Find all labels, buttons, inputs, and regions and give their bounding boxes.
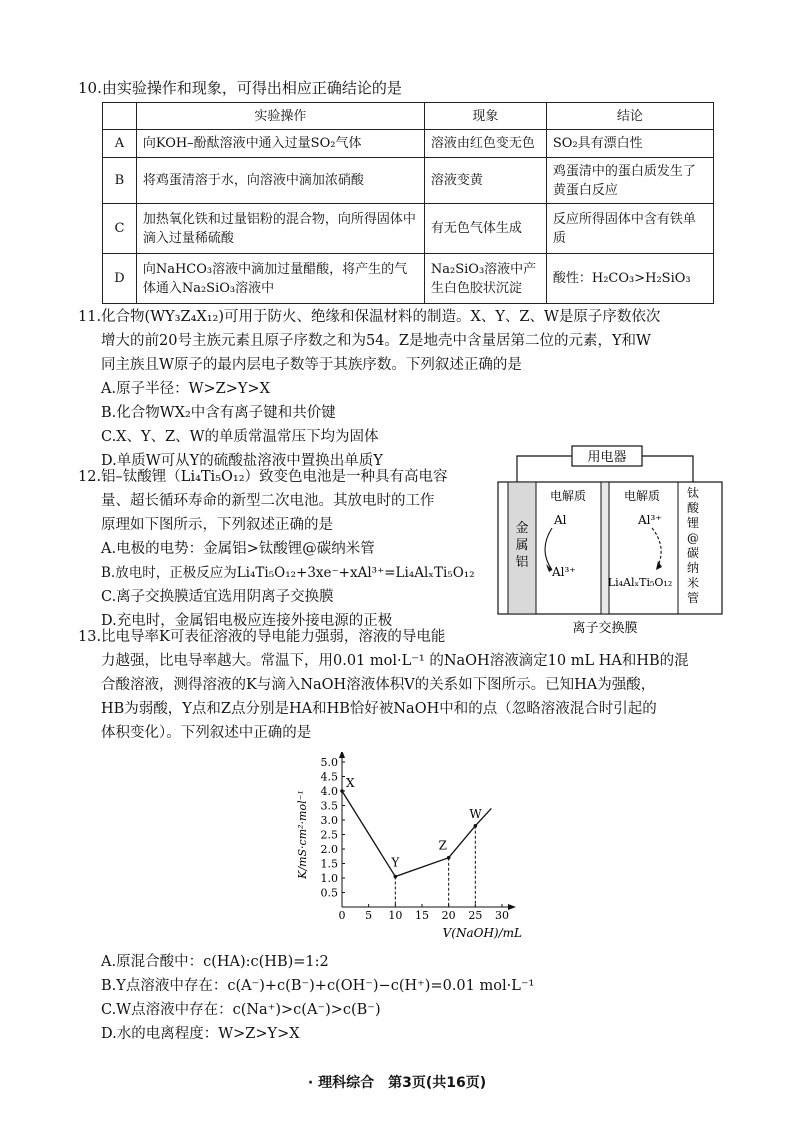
x-axis-arrow (508, 904, 516, 910)
q11-stem-line: 同主族且W原子的最内层电子数等于其族序数。下列叙述正确的是 (101, 357, 522, 373)
point-dot (447, 856, 451, 860)
electrode-char: 酸 (686, 501, 700, 515)
q13-stem-line: 合酸溶液，测得溶液的K与滴入NaOH溶液体积V的关系如下图所示。已知HA为强酸， (101, 677, 656, 693)
table-row (103, 158, 714, 204)
point-dot (340, 789, 344, 793)
y-tick-label: 3.0 (320, 814, 338, 827)
electrode-char: @ (687, 531, 699, 545)
q11-stem-line: 11.化合物(WY₃Z₄X₁₂)可用于防火、绝缘和保温材料的制造。X、Y、Z、W是原子序数依次 (78, 309, 661, 325)
x-tick-label: 20 (441, 909, 456, 922)
table-row (103, 204, 714, 254)
chart-series (342, 791, 491, 877)
row-label: A (103, 130, 137, 158)
row-conclusion: 鸡蛋清中的蛋白质发生了黄蛋白反应 (546, 158, 713, 204)
q12-stem-line: 原理如下图所示，下列叙述正确的是 (101, 517, 333, 533)
q13-block (78, 625, 689, 745)
row-label: C (103, 204, 137, 254)
y-tick-label: 4.0 (320, 785, 338, 798)
q11-option-a: A.原子半径：W>Z>Y>X (101, 381, 270, 397)
device-label: 用电器 (587, 450, 627, 465)
q13-option-d: D.水的电离程度：W>Z>Y>X (101, 1026, 300, 1042)
y-tick-label: 1.0 (320, 872, 338, 885)
row-operation: 向KOH–酚酞溶液中通入过量SO₂气体 (136, 130, 424, 158)
q12-option-c: C.离子交换膜适宜选用阴离子交换膜 (101, 589, 334, 605)
q13-stem-line: 13.比电导率K可表征溶液的导电能力强弱，溶液的导电能 (78, 629, 446, 645)
q12-option-d: D.充电时，金属铝电极应连接外接电源的正极 (101, 613, 393, 629)
electrode-char: 管 (686, 591, 700, 605)
q12-stem-line: 12.铝–钛酸锂（Li₄Ti₅O₁₂）致变色电池是一种具有高电容 (78, 469, 448, 485)
row-phenomenon: 有无色气体生成 (424, 204, 546, 254)
chart-axes (339, 752, 516, 910)
q11-option-c: C.X、Y、Z、W的单质常温常压下均为固体 (101, 429, 379, 445)
q13-options (78, 950, 534, 1046)
electrode-char: 钛 (686, 486, 700, 500)
page-footer: · 理科综合 第3页(共16页) (307, 1075, 487, 1091)
q10-table (102, 102, 714, 304)
q10-stem: 10.由实验操作和现象，可得出相应正确结论的是 (78, 79, 402, 97)
y-tick-label: 2.0 (320, 843, 338, 856)
row-phenomenon: 溶液由红色变无色 (424, 130, 546, 158)
row-label: B (103, 158, 137, 204)
al3-right-label: Al³⁺ (638, 513, 662, 527)
y-axis-label: K/mS·cm²·mol⁻¹ (296, 790, 309, 879)
electrode-char: 属 (515, 538, 529, 553)
conductivity-chart (280, 752, 530, 952)
x-tick-label: 25 (468, 909, 483, 922)
table-header-row (103, 103, 714, 130)
y-tick-label: 5.0 (320, 756, 338, 769)
battery-diagram (492, 440, 728, 640)
q13-stem-line: 力越强，比电导率越大。常温下，用0.01 mol·L⁻¹ 的NaOH溶液滴定10 mL HA和HB的混 (101, 653, 689, 669)
x-tick-label: 15 (415, 909, 429, 922)
ion-exchange-membrane (601, 482, 609, 614)
q12-option-a: A.电极的电势：金属铝>钛酸锂@碳纳米管 (101, 541, 375, 557)
row-phenomenon: Na₂SiO₃溶液中产生白色胶状沉淀 (424, 254, 546, 304)
point-dot (394, 875, 398, 879)
x-tick-label: 0 (338, 909, 346, 922)
conductivity-curve (342, 791, 491, 877)
row-conclusion: SO₂具有漂白性 (546, 130, 713, 158)
electrode-char: 碳 (686, 546, 700, 560)
x-tick-label: 30 (495, 909, 509, 922)
q13-stem-line: 体积变化）。下列叙述中正确的是 (101, 725, 312, 741)
q11-stem-line: 增大的前20号主族元素且原子序数之和为54。Z是地壳中含量居第二位的元素，Y和W (101, 333, 651, 349)
chart-ticks (296, 756, 522, 940)
point-label: W (469, 806, 482, 821)
row-operation: 加热氧化铁和过量铝粉的混合物，向所得固体中滴入过量稀硫酸 (136, 204, 424, 254)
q13-stem-line: HB为弱酸，Y点和Z点分别是HA和HB恰好被NaOH中和的点（忽略溶液混合时引起的 (101, 701, 657, 717)
row-operation: 将鸡蛋清溶于水，向溶液中滴加浓硝酸 (136, 158, 424, 204)
header-phenomenon: 现象 (424, 103, 546, 130)
product-label: Li₄AlₓTi₅O₁₂ (607, 576, 673, 589)
header-conclusion: 结论 (546, 103, 713, 130)
q13-option-b: B.Y点溶液中存在：c(A⁻)+c(B⁻)+c(OH⁻)−c(H⁺)=0.01 mol·L⁻¹ (101, 978, 535, 994)
electrolyte-right-label: 电解质 (623, 489, 661, 503)
y-tick-label: 0.5 (320, 886, 338, 900)
membrane-label: 离子交换膜 (572, 621, 638, 636)
row-conclusion: 酸性：H₂CO₃>H₂SiO₃ (546, 254, 713, 304)
al3-left-label: Al³⁺ (552, 565, 576, 579)
q11-option-b: B.化合物WX₂中含有离子键和共价键 (101, 405, 336, 421)
q12-block (78, 465, 475, 633)
point-label: X (346, 776, 355, 790)
x-tick-label: 10 (388, 909, 403, 922)
electrolyte-left-label: 电解质 (549, 489, 587, 503)
y-tick-label: 2.5 (320, 828, 338, 842)
electrode-char: 锂 (686, 516, 700, 530)
chart-point-labels (340, 776, 482, 907)
q12-option-b: B.放电时，正极反应为Li₄Ti₅O₁₂+3xe⁻+xAl³⁺=Li₄AlₓTi₅O₁₂ (101, 565, 475, 581)
electrode-char: 铝 (515, 555, 529, 570)
header-operation: 实验操作 (136, 103, 424, 130)
point-label: Y (391, 855, 400, 870)
q13-option-a: A.原混合酸中：c(HA):c(HB)=1:2 (101, 954, 329, 970)
table-row (103, 254, 714, 304)
electrode-char: 金 (515, 521, 529, 536)
row-phenomenon: 溶液变黄 (424, 158, 546, 204)
y-tick-label: 4.5 (320, 770, 338, 784)
table-row (103, 130, 714, 158)
q11-option-d: D.单质W可从Y的硫酸盐溶液中置换出单质Y (101, 453, 383, 469)
y-tick-label: 1.5 (320, 857, 338, 871)
row-conclusion: 反应所得固体中含有铁单质 (546, 204, 713, 254)
x-tick-label: 5 (365, 909, 373, 922)
point-label: Z (438, 838, 448, 853)
y-axis-arrow (339, 752, 345, 758)
y-tick-label: 3.5 (320, 799, 338, 813)
row-operation: 向NaHCO₃溶液中滴加过量醋酸，将产生的气体通入Na₂SiO₃溶液中 (136, 254, 424, 304)
al-label: Al (554, 513, 567, 527)
x-axis-label: V(NaOH)/mL (442, 926, 522, 940)
point-dot (474, 824, 478, 828)
q13-option-c: C.W点溶液中存在：c(Na⁺)>c(A⁻)>c(B⁻) (101, 1002, 381, 1018)
electrode-char: 纳 (686, 561, 700, 575)
q12-stem-line: 量、超长循环寿命的新型二次电池。其放电时的工作 (101, 493, 435, 509)
electrode-char: 米 (686, 576, 700, 590)
row-label: D (103, 254, 137, 304)
